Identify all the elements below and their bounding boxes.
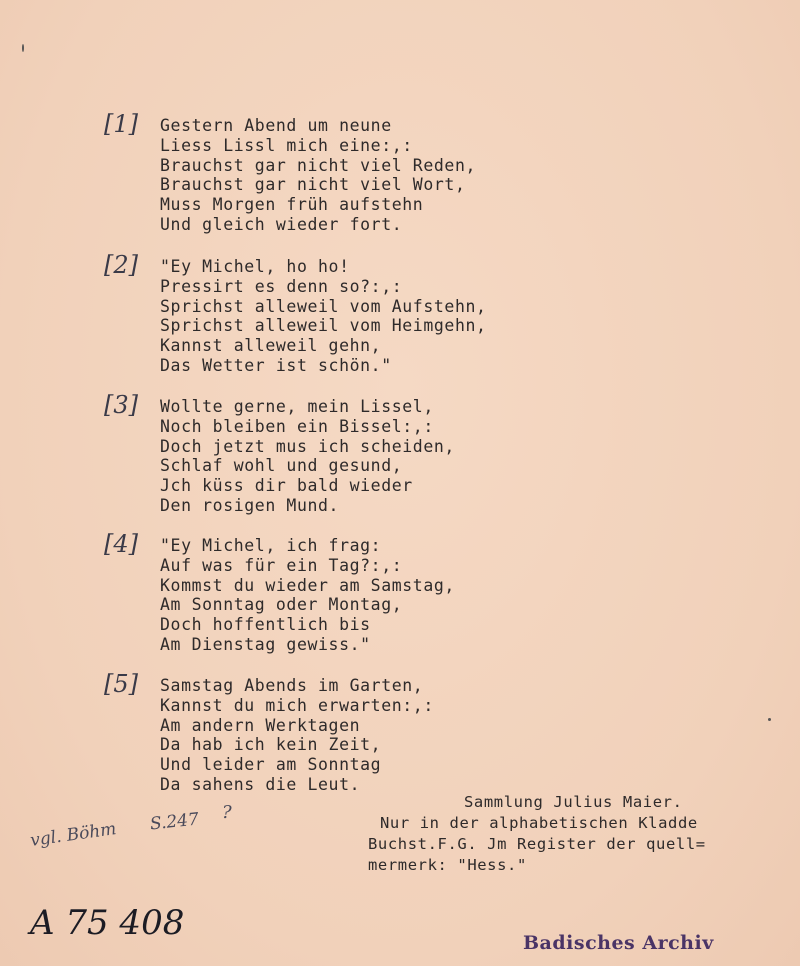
stanza-number: [3] <box>104 391 138 419</box>
verse-line: Da hab ich kein Zeit, <box>160 735 382 755</box>
verse-line: Und gleich wieder fort. <box>160 214 403 234</box>
handwritten-margin-note: vgl. Böhm <box>29 819 118 851</box>
source-note <box>368 792 706 876</box>
verse-line: Das Wetter ist schön." <box>160 355 392 375</box>
stanza-1 <box>104 110 477 235</box>
source-note-line: Sammlung Julius Maier. <box>464 793 683 811</box>
stanza-2 <box>104 251 487 376</box>
stanza-3 <box>104 391 455 516</box>
verse-line: Den rosigen Mund. <box>160 495 340 515</box>
source-note-line: mermerk: "Hess." <box>368 856 527 874</box>
verse-line: Doch hoffentlich bis <box>160 615 371 635</box>
verse-line: Noch bleiben ein Bissel:,: <box>160 416 434 436</box>
verse-line: Auf was für ein Tag?:,: <box>160 555 403 575</box>
verse-line: Am Dienstag gewiss." <box>160 634 371 654</box>
verse-line: "Ey Michel, ich frag: <box>160 536 382 555</box>
archive-stamp: Badisches Archiv <box>523 932 714 954</box>
verse-line: Doch jetzt mus ich scheiden, <box>160 436 455 456</box>
source-note-line: Buchst.F.G. Jm Register der quell= <box>368 835 706 853</box>
handwritten-page-reference: S.247 <box>149 809 200 835</box>
paper-mark <box>768 718 771 721</box>
verse-line: Brauchst gar nicht viel Reden, <box>160 155 477 175</box>
stanza-number: [5] <box>104 670 138 698</box>
verse-line: Am Sonntag oder Montag, <box>160 595 403 615</box>
verse-line: Wollte gerne, mein Lissel, <box>160 397 434 416</box>
verse-line: Da sahens die Leut. <box>160 774 361 794</box>
verse-line: "Ey Michel, ho ho! <box>160 257 350 276</box>
verse-line: Am andern Werktagen <box>160 715 361 735</box>
verse-line: Und leider am Sonntag <box>160 755 382 775</box>
stanza-5 <box>104 670 434 795</box>
source-note-line: Nur in der alphabetischen Kladde <box>380 814 698 832</box>
handwritten-question-mark: ? <box>222 802 232 823</box>
stanza-number: [1] <box>104 110 138 138</box>
verse-line: Gestern Abend um neune <box>160 116 392 135</box>
verse-line: Kannst alleweil gehn, <box>160 336 382 356</box>
verse-line: Jch küss dir bald wieder <box>160 476 413 496</box>
verse-line: Sprichst alleweil vom Aufstehn, <box>160 296 487 316</box>
paper-mark <box>22 44 24 52</box>
stanza-4 <box>104 530 455 655</box>
verse-line: Muss Morgen früh aufstehn <box>160 195 424 215</box>
stanza-number: [4] <box>104 530 138 558</box>
verse-line: Kannst du mich erwarten:,: <box>160 695 434 715</box>
verse-line: Samstag Abends im Garten, <box>160 676 424 695</box>
stanza-number: [2] <box>104 251 138 279</box>
verse-line: Liess Lissl mich eine:,: <box>160 135 413 155</box>
verse-line: Pressirt es denn so?:,: <box>160 276 403 296</box>
verse-line: Brauchst gar nicht viel Wort, <box>160 175 466 195</box>
verse-line: Kommst du wieder am Samstag, <box>160 575 455 595</box>
verse-line: Schlaf wohl und gesund, <box>160 456 403 476</box>
inventory-number: A 75 408 <box>30 903 185 943</box>
verse-line: Sprichst alleweil vom Heimgehn, <box>160 316 487 336</box>
